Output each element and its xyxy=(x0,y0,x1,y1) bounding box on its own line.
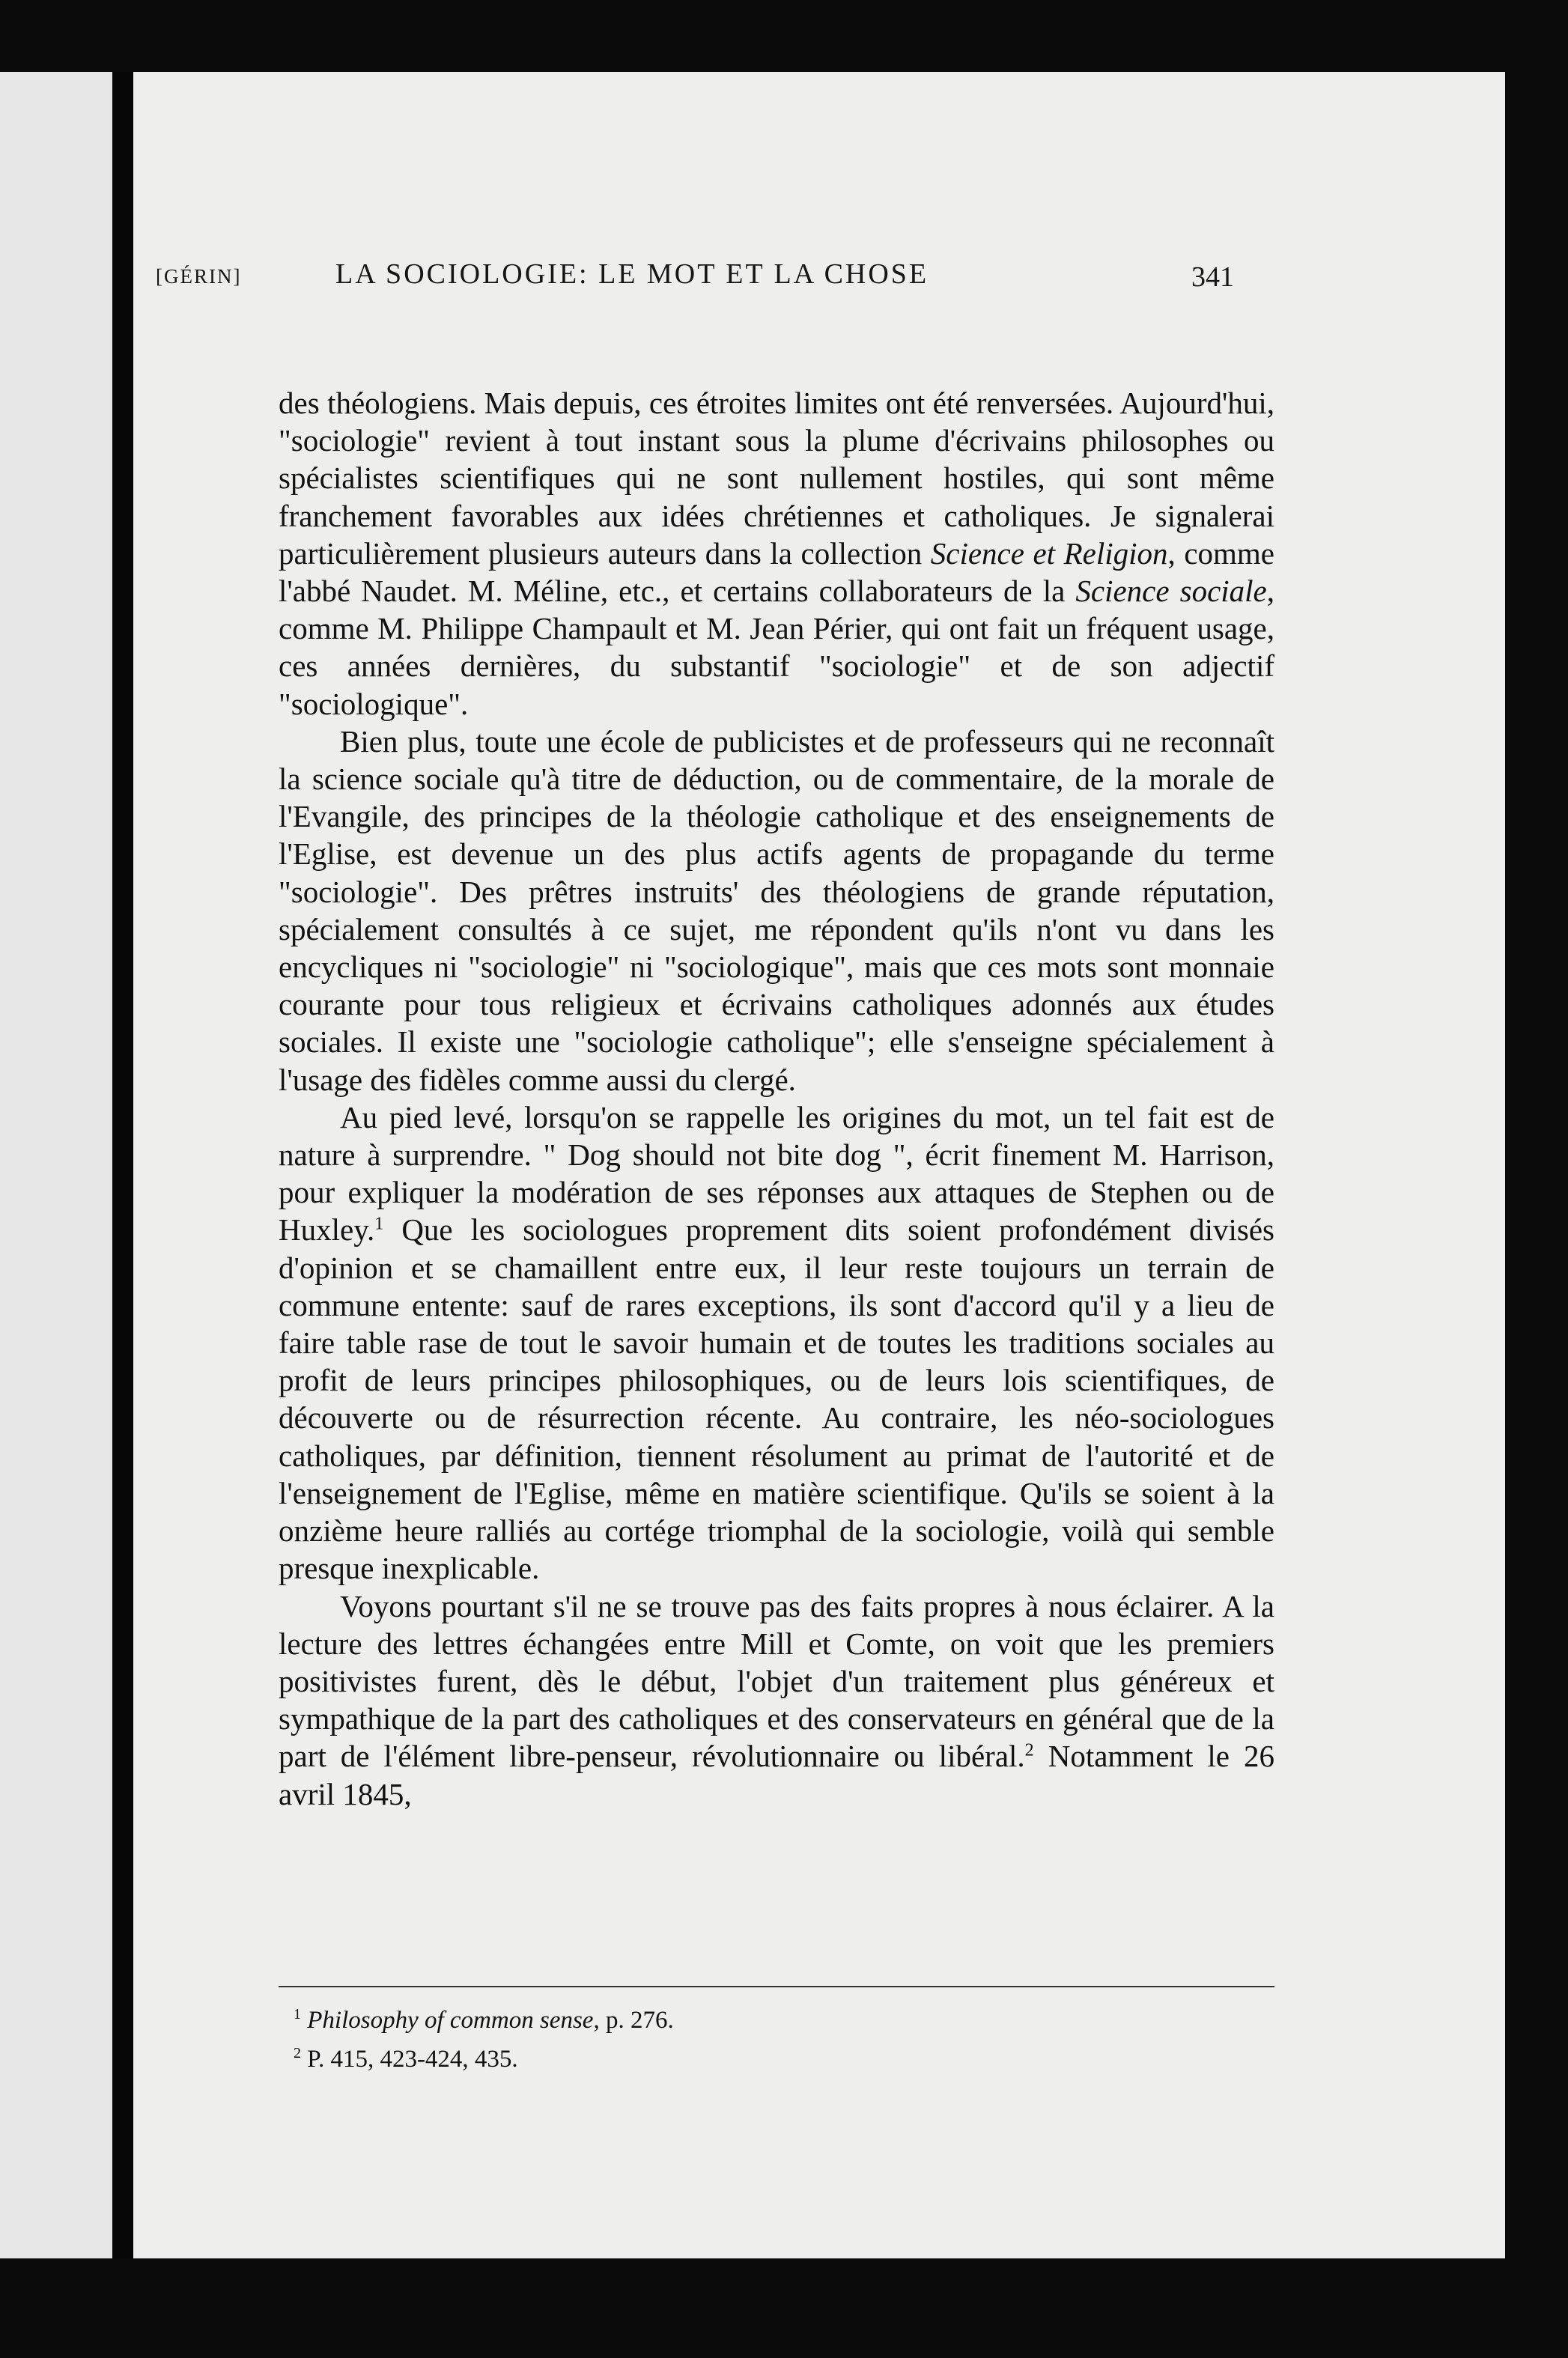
body-text xyxy=(279,384,1274,1813)
footnote-rule xyxy=(279,1986,1274,1987)
p4-text-b: Notamment le 26 avril 1845, xyxy=(279,1739,1274,1811)
p4-text-a: Voyons pourtant s'il ne se trouve pas des faits propres à nous éclairer. A la lecture des lettres échangées entre Mill et Comte, on voit que les premiers positivistes furent, dès le début, l'objet d'un traitement plus généreux et sympathique de la part des catholiques et des conservateurs en général que de la part de l'élément libre-penseur, révolutionnaire ou libéral. xyxy=(279,1588,1274,1774)
page-number: 341 xyxy=(1191,261,1234,293)
p1-text-c: , comme l'abbé Naudet. M. Méline, etc., et certains collaborateurs de la xyxy=(279,535,1275,609)
paragraph-2: Bien plus, toute une école de publicistes et de professeurs qui ne reconnaît la science sociale qu'à titre de déduction, ou de commentaire, de la morale de l'Evangile, des principes de la théologie catholique et des enseignements de l'Eglise, est devenue un des plus actifs agents de propagande du terme "sociologie". Des prêtres instruits' des théologiens de grande réputation, spécialement consultés à ce sujet, me répondent qu'ils n'ont vu dans les encycliques ni "sociologie" ni "sociologique", mais que ces mots sont monnaie courante pour tous religieux et écrivains catholiques adonnés aux études sociales. Il existe une "sociologie catholique"; elle s'enseigne spécialement à l'usage des fidèles comme aussi du clergé. xyxy=(279,723,1274,1097)
paragraph-1 xyxy=(279,384,1274,723)
footnotes xyxy=(294,1998,1192,2076)
p1-text-a: des théologiens. Mais depuis, ces étroites limites ont été renversées. Aujourd'hui, "sociologie" revient à tout instant sous la plume d'écrivains philosophes ou spécialistes scientifiques qui ne sont nullement hostiles, qui sont même franchement favorables aux idées chrétiennes et catholiques. Je signalerai particulièrement plusieurs auteurs dans la collection xyxy=(279,386,1274,571)
footnote-2-text: P. 415, 423-424, 435. xyxy=(307,2046,518,2073)
running-title: LA SOCIOLOGIE: LE MOT ET LA CHOSE xyxy=(335,258,929,290)
footnote-1 xyxy=(294,1998,1192,2037)
footnote-1-mark: 1 xyxy=(294,2006,301,2023)
p1-italic-science-et-religion: Science et Religion xyxy=(930,535,1168,571)
running-header xyxy=(156,255,1234,292)
footnote-1-rest: , p. 276. xyxy=(593,2007,674,2034)
footnote-2 xyxy=(294,2037,1192,2076)
previous-page-edge xyxy=(0,72,112,2258)
book-gutter xyxy=(112,72,133,2258)
footnote-ref-1: 1 xyxy=(374,1214,384,1234)
paragraph-3 xyxy=(279,1099,1274,1587)
footnote-ref-2: 2 xyxy=(1024,1740,1034,1760)
running-author: [GÉRIN] xyxy=(156,265,242,288)
footnote-1-title: Philosophy of common sense xyxy=(307,2007,594,2034)
footnote-2-mark: 2 xyxy=(294,2045,301,2061)
p1-text-e: , comme M. Philippe Champault et M. Jean Périer, qui ont fait un fréquent usage, ces années dernières, du substantif "sociologie" et de son adjectif "sociologique". xyxy=(279,574,1274,721)
paragraph-4 xyxy=(279,1587,1274,1813)
p3-text-a: Au pied levé, lorsqu'on se rappelle les origines du mot, un tel fait est de nature à surprendre. " Dog should not bite dog ", écrit finement M. Harrison, pour expliquer la modération de ses réponses aux attaques de Stephen ou de Huxley. xyxy=(279,1099,1274,1248)
p3-text-b: Que les sociologues proprement dits soient profondément divisés d'opinion et se chamaillent entre eux, il leur reste toujours un terrain de commune entente: sauf de rares exceptions, ils sont d'accord qu'il y a lieu de faire table rase de tout le savoir humain et de toutes les traditions sociales au profit de leurs principes philosophiques, ou de leurs lois scientifiques, de découverte ou de résurrection récente. Au contraire, les néo-sociologues catholiques, par définition, tiennent résolument au primat de l'autorité et de l'enseignement de l'Eglise, même en matière scientifique. Qu'ils se soient à la onzième heure ralliés au cortége triomphal de la sociologie, voilà qui semble presque inexplicable. xyxy=(279,1212,1274,1586)
p1-italic-science-sociale: Science sociale xyxy=(1075,574,1267,609)
